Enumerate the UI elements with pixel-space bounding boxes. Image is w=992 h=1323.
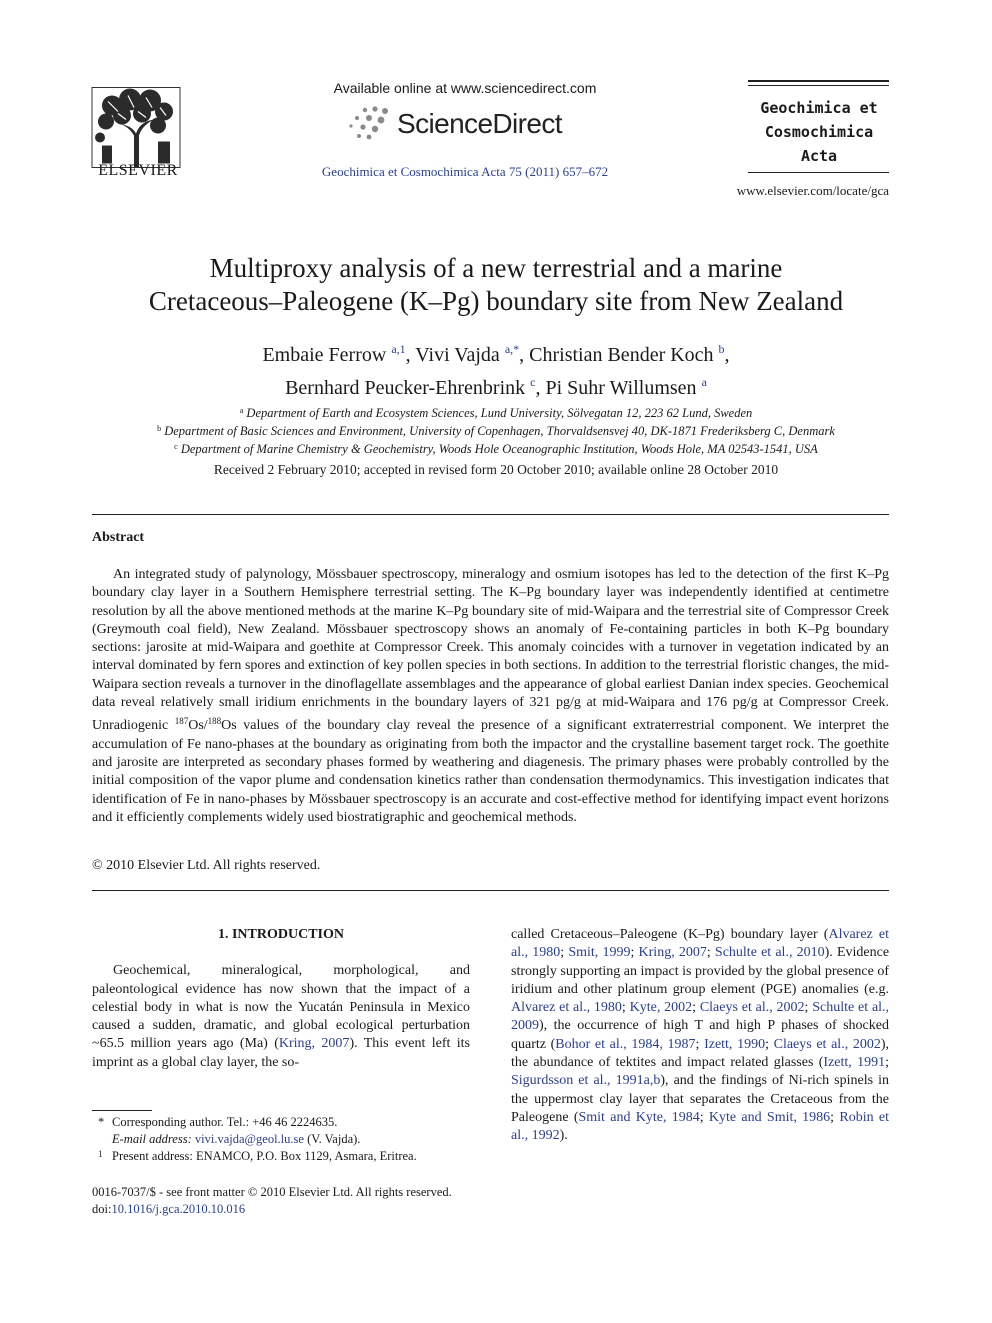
footnote-corresponding bbox=[92, 1114, 470, 1131]
affiliation-item bbox=[60, 421, 932, 439]
footnote-present-address bbox=[92, 1148, 470, 1165]
intro-text: ; bbox=[830, 1109, 840, 1125]
intro-text: ; bbox=[692, 1000, 700, 1016]
doi-label: doi: bbox=[92, 1202, 112, 1216]
publisher-name: ELSEVIER bbox=[98, 162, 178, 179]
doi-link[interactable]: 10.1016/j.gca.2010.10.016 bbox=[111, 1202, 246, 1216]
intro-paragraph bbox=[92, 962, 470, 1072]
journal-title bbox=[744, 96, 894, 168]
affiliation-mark: c bbox=[174, 442, 178, 451]
journal-title-line-2: Cosmochimica bbox=[764, 123, 874, 141]
osmium-symbol: Os/ bbox=[188, 718, 208, 734]
citation-link[interactable]: Claeys et al., 2002 bbox=[699, 1000, 805, 1016]
isotope-mass-187: 187 bbox=[174, 716, 189, 727]
article-title bbox=[60, 252, 932, 318]
isotope-mass-188: 188 bbox=[207, 716, 222, 727]
sciencedirect-dots-icon bbox=[345, 104, 397, 144]
citation-link[interactable]: Kyte, 2002 bbox=[629, 1000, 693, 1016]
abstract-top-rule bbox=[92, 514, 889, 515]
email-label: E-mail address: bbox=[112, 1132, 192, 1146]
intro-left-column bbox=[92, 926, 470, 1072]
footnote-rule bbox=[92, 1110, 152, 1111]
author-list: Embaie Ferrow $^{a,1}$, Vivi Vajda $^{a,*}$, Christian Bender Koch $^b$, Bernhard Peucker-Ehrenbrink $^c$, Pi Suhr Willumsen $^a$ bbox=[262, 342, 730, 399]
intro-text: ), the occurrence of high T and high P phases of shocked quartz ( bbox=[511, 1018, 889, 1052]
author-name: Embaie Ferrow bbox=[262, 344, 387, 366]
citation-link[interactable]: Izett, 1991 bbox=[823, 1055, 886, 1071]
citation-link[interactable]: Kyte and Smit, 1986 bbox=[708, 1109, 831, 1125]
intro-text: ; bbox=[706, 945, 715, 961]
affiliation-item bbox=[60, 403, 932, 421]
intro-text: ; bbox=[765, 1036, 774, 1052]
sciencedirect-logo[interactable] bbox=[345, 104, 595, 144]
author-name: Pi Suhr Willumsen bbox=[545, 377, 697, 399]
citation-link[interactable]: Schulte et al., 2009 bbox=[511, 1000, 890, 1034]
intro-text: called Cretaceous–Paleogene (K–Pg) boundary layer ( bbox=[511, 927, 829, 942]
citation-link[interactable]: Alvarez et al., 1980 bbox=[511, 1000, 622, 1016]
intro-text: ). bbox=[559, 1128, 568, 1144]
available-online-text[interactable]: Available online at www.sciencedirect.com bbox=[333, 80, 597, 96]
section-heading-introduction: 1. INTRODUCTION bbox=[217, 927, 344, 942]
abstract-text-part-2: Os values of the boundary clay reveal the presence of a significant extraterrestrial component. We interpret the accumulation of Fe nano-phases at the boundary as originating from both the impactor and the crystalline basement target rock. The goethite and jarosite are interpreted as secondary phases formed by weathering and diagenesis. The primary phases were probably controlled by the initial composition of the vapor plume and condensation kinetics rather than condensation thermodynamics. This investigation indicates that identification of Fe in nano-phases by Mössbauer spectroscopy is an accurate and cost-effective method for identifying impact event horizons and it efficiently complements widely used biostratigraphic and geochemical methods. bbox=[92, 718, 889, 825]
issn-line: 0016-7037/$ - see front matter © 2010 Elsevier Ltd. All rights reserved. bbox=[92, 1185, 452, 1199]
intro-text: ), the abundance of tektites and impact related glasses ( bbox=[511, 1036, 889, 1071]
author-name: Christian Bender Koch bbox=[529, 344, 714, 366]
doi-line bbox=[92, 1201, 512, 1218]
affiliation-text: Department of Marine Chemistry & Geochemistry, Woods Hole Oceanographic Institution, Woods Hole, MA 02543-1541, USA bbox=[180, 442, 818, 456]
affiliation-text: Department of Basic Sciences and Environment, University of Copenhagen, Thorvaldsensvej 40, DK-1871 Frederiksberg C, Denmark bbox=[164, 424, 835, 438]
intro-text: ). Evidence strongly supporting an impact is provided by the global presence of iridium and other platinum group element (PGE) anomalies (e.g. bbox=[511, 945, 890, 997]
footnote-mark: 1 bbox=[98, 1149, 103, 1159]
author-affil-mark[interactable]: c bbox=[530, 375, 536, 389]
author-affil-mark[interactable]: b bbox=[718, 342, 725, 356]
footnote-text: Present address: ENAMCO, P.O. Box 1129, Asmara, Eritrea. bbox=[112, 1149, 417, 1163]
abstract-text-part-1: An integrated study of palynology, Mössbauer spectroscopy, mineralogy and osmium isotopes has led to the detection of the first K–Pg boundary clay layer in a Southern Hemisphere terrestrial setting. The K–Pg boundary layer was independently identified at centimetre resolution by all the above mentioned methods at the marine K–Pg boundary site of mid-Waipara and the terrestrial site of Compressor Creek (Greymouth coal field), New Zealand. Mössbauer spectroscopy shows an anomaly of Fe-containing particles in both K–Pg boundary sections: jarosite at mid-Waipara and goethite at Compressor Creek. This anomaly coincides with a turnover in vegetation indicated by an interval dominated by fern spores and extinction of key pollen species in both sections. In addition to the terrestrial floristic changes, the mid-Waipara section reveals a turnover in the dinoflagellate assemblages and the appearance of global earliest Danian index species. Geochemical data reveal relatively small iridium enrichments in the boundary layers of 321 pg/g at mid-Waipara and 176 pg/g at Compressor Creek. Unradiogenic bbox=[92, 567, 889, 734]
intro-text: ; bbox=[560, 945, 569, 961]
citation-link[interactable]: Smit and Kyte, 1984 bbox=[578, 1109, 700, 1125]
journal-title-line-1: Geochimica et bbox=[760, 99, 878, 117]
intro-text: ; bbox=[804, 1000, 813, 1016]
title-line-2: Cretaceous–Paleogene (K–Pg) boundary site from New Zealand bbox=[148, 286, 844, 316]
affiliation-list bbox=[60, 403, 932, 457]
sciencedirect-wordmark: ScienceDirect bbox=[397, 108, 562, 139]
intro-text: ; bbox=[630, 945, 639, 961]
journal-title-line-3: Acta bbox=[800, 147, 838, 165]
abstract-heading: Abstract bbox=[92, 530, 145, 545]
footnote-mark: * bbox=[98, 1115, 105, 1129]
journal-box-bottom-rule bbox=[748, 172, 889, 173]
email-link[interactable]: vivi.vajda@geol.lu.se bbox=[194, 1132, 304, 1146]
citation-link[interactable]: Alvarez et al., 1980 bbox=[511, 927, 889, 961]
abstract-copyright: © 2010 Elsevier Ltd. All rights reserved. bbox=[92, 858, 321, 873]
issn-block bbox=[92, 1184, 512, 1218]
citation-link[interactable]: Kring, 2007 bbox=[638, 945, 707, 961]
title-line-1: Multiproxy analysis of a new terrestrial and a marine bbox=[209, 253, 783, 283]
citation-link[interactable]: Kring, 2007 bbox=[278, 1036, 350, 1052]
intro-right-column bbox=[511, 926, 889, 1146]
intro-text: Geochemical, mineralogical, morphological, and paleontological evidence has now shown that the impact of a celestial body in what is now the Yucatán Peninsula in Mexico caused a sudden, dramatic, and global ecological perturbation ~65.5 million years ago (Ma) ( bbox=[92, 963, 470, 1052]
affiliation-mark: a bbox=[239, 406, 244, 415]
intro-text: ; bbox=[695, 1036, 705, 1052]
journal-box-top-rule-thin bbox=[748, 85, 889, 86]
author-name: Vivi Vajda bbox=[415, 344, 500, 366]
affiliation-mark: b bbox=[157, 424, 162, 433]
intro-text: ), and the findings of Ni-rich spinels in the uppermost clay layer that separates the Cretaceous from the Paleogene ( bbox=[511, 1073, 889, 1125]
citation-link[interactable]: Schulte et al., 2010 bbox=[714, 945, 825, 961]
journal-url[interactable]: www.elsevier.com/locate/gca bbox=[736, 183, 889, 198]
article-dates: Received 2 February 2010; accepted in revised form 20 October 2010; available online 28 October 2010 bbox=[213, 462, 779, 477]
citation-link[interactable]: Sigurdsson et al., 1991a,b bbox=[511, 1073, 661, 1089]
author-name: Bernhard Peucker-Ehrenbrink bbox=[285, 377, 526, 399]
intro-text: ; bbox=[621, 1000, 630, 1016]
author-affil-mark[interactable]: a bbox=[701, 375, 707, 389]
journal-reference-link[interactable]: Geochimica et Cosmochimica Acta 75 (2011) 657–672 bbox=[321, 164, 609, 179]
citation-link[interactable]: Claeys et al., 2002 bbox=[773, 1036, 881, 1052]
footnote-text: Corresponding author. Tel.: +46 46 2224635. bbox=[112, 1115, 338, 1129]
author-affil-mark[interactable]: a,1 bbox=[391, 342, 406, 356]
author-affil-mark[interactable]: a,* bbox=[504, 342, 520, 356]
intro-text-tail: ). This event left its imprint as a global clay layer, the so- bbox=[92, 1036, 470, 1070]
citation-link[interactable]: Smit, 1999 bbox=[568, 945, 631, 961]
journal-box-top-rule bbox=[748, 80, 889, 82]
affiliation-item bbox=[60, 439, 932, 457]
affiliation-text: Department of Earth and Ecosystem Sciences, Lund University, Sölvegatan 12, 223 62 Lund, Sweden bbox=[246, 406, 753, 420]
abstract-text bbox=[92, 566, 889, 827]
footnote-email bbox=[92, 1131, 470, 1148]
footnotes bbox=[92, 1114, 470, 1165]
citation-link[interactable]: Izett, 1990 bbox=[704, 1036, 766, 1052]
intro-text: ; bbox=[885, 1055, 889, 1071]
citation-link[interactable]: Robin et al., 1992 bbox=[511, 1109, 889, 1144]
intro-text: ; bbox=[699, 1109, 709, 1125]
abstract-bottom-rule bbox=[92, 890, 889, 891]
citation-link[interactable]: Bohor et al., 1984, 1987 bbox=[555, 1036, 696, 1052]
email-tail: (V. Vajda). bbox=[303, 1132, 361, 1146]
